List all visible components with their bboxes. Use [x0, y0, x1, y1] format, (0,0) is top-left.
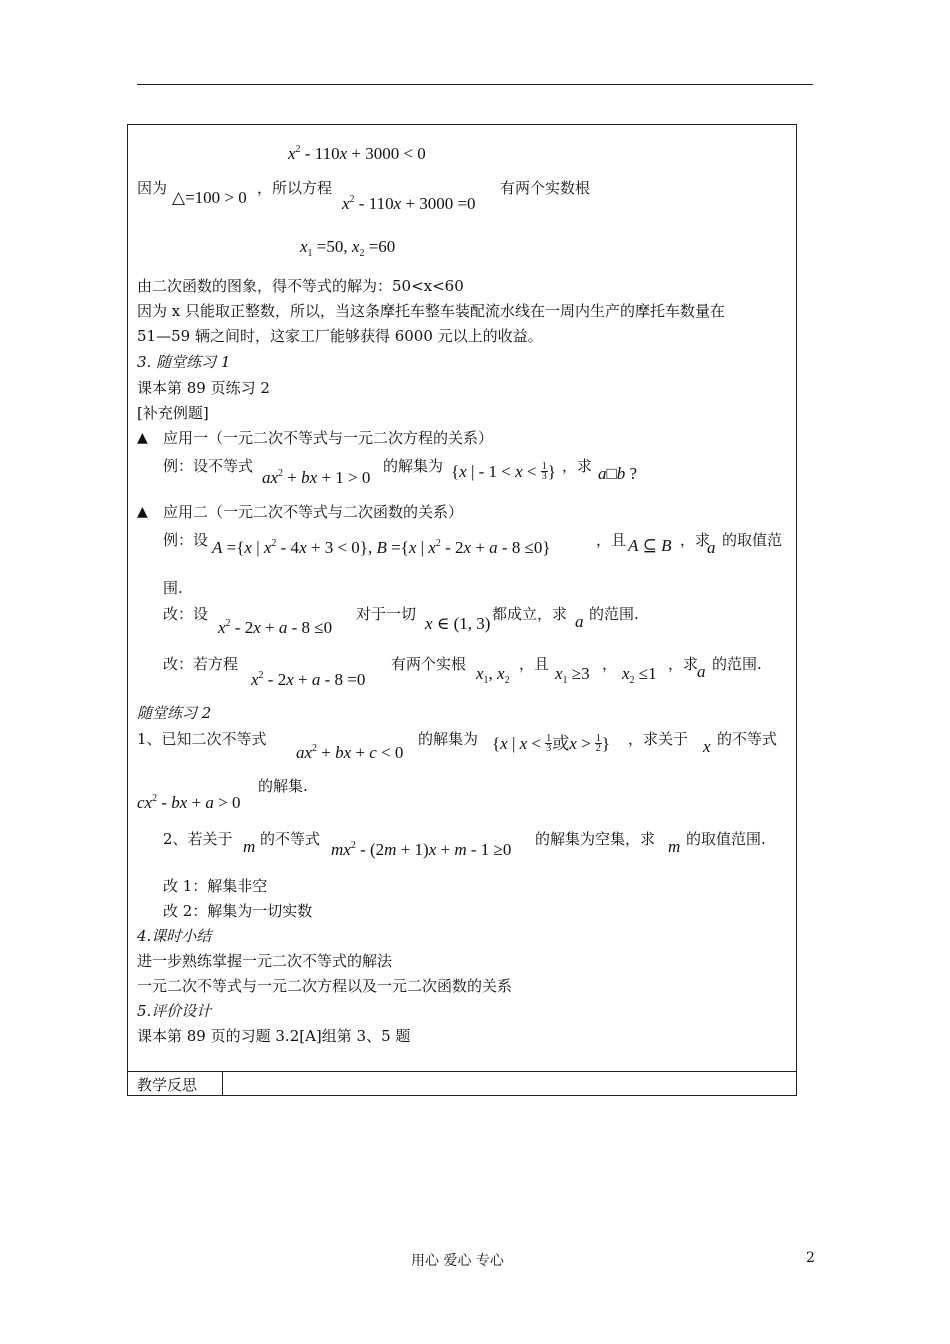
triangle-bullet-icon: ▲ — [137, 504, 148, 520]
footer-motto: 用心 爱心 专心 — [411, 1253, 504, 1269]
problem-1-variable: x — [703, 737, 711, 756]
modification-2-mid: 有两个实根 — [391, 655, 467, 673]
modification-1-mid2: 都成立，求 — [492, 605, 568, 623]
modification-1-prefix: 改：设 — [163, 605, 209, 623]
example-2-and: ，且 — [596, 531, 627, 549]
problem-1-mid: 的解集为 — [418, 730, 479, 748]
page-number: 2 — [806, 1250, 815, 1266]
problem-2-modification-1: 改 1：解集非空 — [163, 877, 268, 895]
modification-1-mid: 对于一切 — [356, 605, 417, 623]
problem-1-end: 的解集. — [258, 777, 308, 795]
problem-2-prefix: 2、若关于 — [163, 830, 233, 848]
modification-2-condition-2: $x_2 \le 1$ — [622, 664, 657, 686]
example-1-inequality: $ax^2$ + bx + 1 > 0 — [262, 468, 371, 487]
assessment-line: 课本第 89 页的习题 3.2[A]组第 3、5 题 — [137, 1027, 411, 1045]
problem-2-mid: 的不等式 — [260, 830, 321, 848]
modification-2-condition-1: $x_1 \ge 3$ — [555, 664, 590, 686]
main-inequality: $x^2 - 110x + 3000 < 0$ — [288, 144, 426, 163]
example-1-suffix: ，求 — [562, 457, 593, 475]
modification-2-and: ，且 — [519, 655, 550, 673]
supplementary-title: [补充例题] — [137, 404, 209, 422]
modification-2-roots: $x_1$, $x_2$ — [476, 664, 510, 686]
problem-2-mid2: 的解集为空集，求 — [535, 830, 656, 848]
modification-1-tail: 的范围. — [589, 605, 639, 623]
modification-2-suffix: ，求 — [668, 655, 699, 673]
modification-2-variable: a — [697, 662, 706, 681]
triangle-bullet-icon: ▲ — [137, 430, 148, 446]
example-2-continuation: 围. — [163, 579, 183, 597]
problem-2-inequality: $mx^2 - (2m + 1)x + m - 1 \ge 0$ — [331, 840, 512, 859]
two-real-roots-text: 有两个实数根 — [500, 179, 591, 197]
modification-2-tail: 的范围. — [712, 655, 762, 673]
problem-1-inequality: $ax^2$ + bx + c < 0 — [296, 743, 404, 762]
textbook-reference: 课本第 89 页练习 2 — [137, 379, 270, 397]
problem-2-modification-2: 改 2：解集为一切实数 — [163, 902, 313, 920]
modification-2-equation: $x^2 - 2x + a - 8 =0$ — [251, 670, 366, 689]
section-3-title: 3. 随堂练习 1 — [137, 353, 231, 371]
application-1-title: 应用一（一元二次不等式与一元二次方程的关系） — [163, 429, 494, 447]
reflection-label: 教学反思 — [137, 1076, 198, 1094]
roots-expression: $x_1 =50$, $x_2 =60$ — [300, 237, 396, 259]
modification-2-prefix: 改：若方程 — [163, 655, 239, 673]
application-2-title: 应用二（一元二次不等式与二次函数的关系） — [163, 503, 464, 521]
example-2-tail: 的取值范 — [722, 531, 783, 549]
table-column-divider — [222, 1071, 223, 1095]
modification-1-domain: x ∈ (1, 3) — [425, 614, 491, 633]
section-5-title: 5.评价设计 — [137, 1002, 212, 1020]
problem-1-prefix: 1、已知二次不等式 — [137, 730, 267, 748]
header-rule — [137, 84, 813, 85]
so-equation-label: ，所以方程 — [257, 179, 333, 197]
paragraph-line-1: 因为 x 只能取正整数，所以，当这条摩托车整车装配流水线在一周内生产的摩托车数量在 — [137, 302, 725, 320]
modification-1-inequality: $x^2 - 2x + a - 8 \le 0$ — [218, 618, 333, 637]
solution-line: 由二次函数的图象，得不等式的解为：50<x<60 — [137, 277, 464, 295]
table-row-divider — [128, 1071, 796, 1072]
section-4-title: 4.课时小结 — [137, 927, 212, 945]
example-2-prefix: 例：设 — [163, 531, 209, 549]
main-equation: $x^2 - 110x + 3000 =0$ — [342, 194, 476, 213]
example-1-target: a□b ? — [598, 464, 638, 483]
example-2-variable: a — [707, 538, 716, 557]
problem-1-set: {x | x < $\frac{1}{3}$ 或x > $\frac{1}{2}$ } — [492, 733, 611, 754]
summary-line-2: 一元二次不等式与一元二次方程以及一元二次函数的关系 — [137, 977, 513, 995]
problem-1-tail: 的不等式 — [717, 730, 778, 748]
delta-expression: △=100 > 0 — [172, 188, 247, 207]
example-1-prefix: 例：设不等式 — [163, 457, 254, 475]
modification-1-variable: a — [575, 612, 584, 631]
example-2-suffix: ，求 — [680, 531, 711, 549]
example-2-sets: A ={x | $x^2 - 4x + 3 < 0$}, B ={x | $x^2 - 2x + a - 8 \le 0$} — [212, 538, 551, 557]
example-1-set: {x | - 1 < x < $\frac{1}{3}$ } — [451, 461, 556, 482]
example-2-subset: A ⊆ B — [628, 536, 672, 555]
practice-2-title: 随堂练习 2 — [137, 704, 212, 722]
example-1-mid: 的解集为 — [383, 457, 444, 475]
problem-2-tail: 的取值范围. — [686, 830, 766, 848]
problem-1-mid2: ，求关于 — [628, 730, 689, 748]
paragraph-line-2: 51—59 辆之间时，这家工厂能够获得 6000 元以上的收益。 — [137, 327, 543, 345]
problem-2-variable: m — [243, 837, 256, 856]
summary-line-1: 进一步熟练掌握一元二次不等式的解法 — [137, 952, 393, 970]
problem-1-target-inequality: $cx^2$ - bx + a > 0 — [137, 793, 241, 812]
because-label: 因为 — [137, 179, 168, 197]
problem-2-variable-2: m — [668, 837, 681, 856]
